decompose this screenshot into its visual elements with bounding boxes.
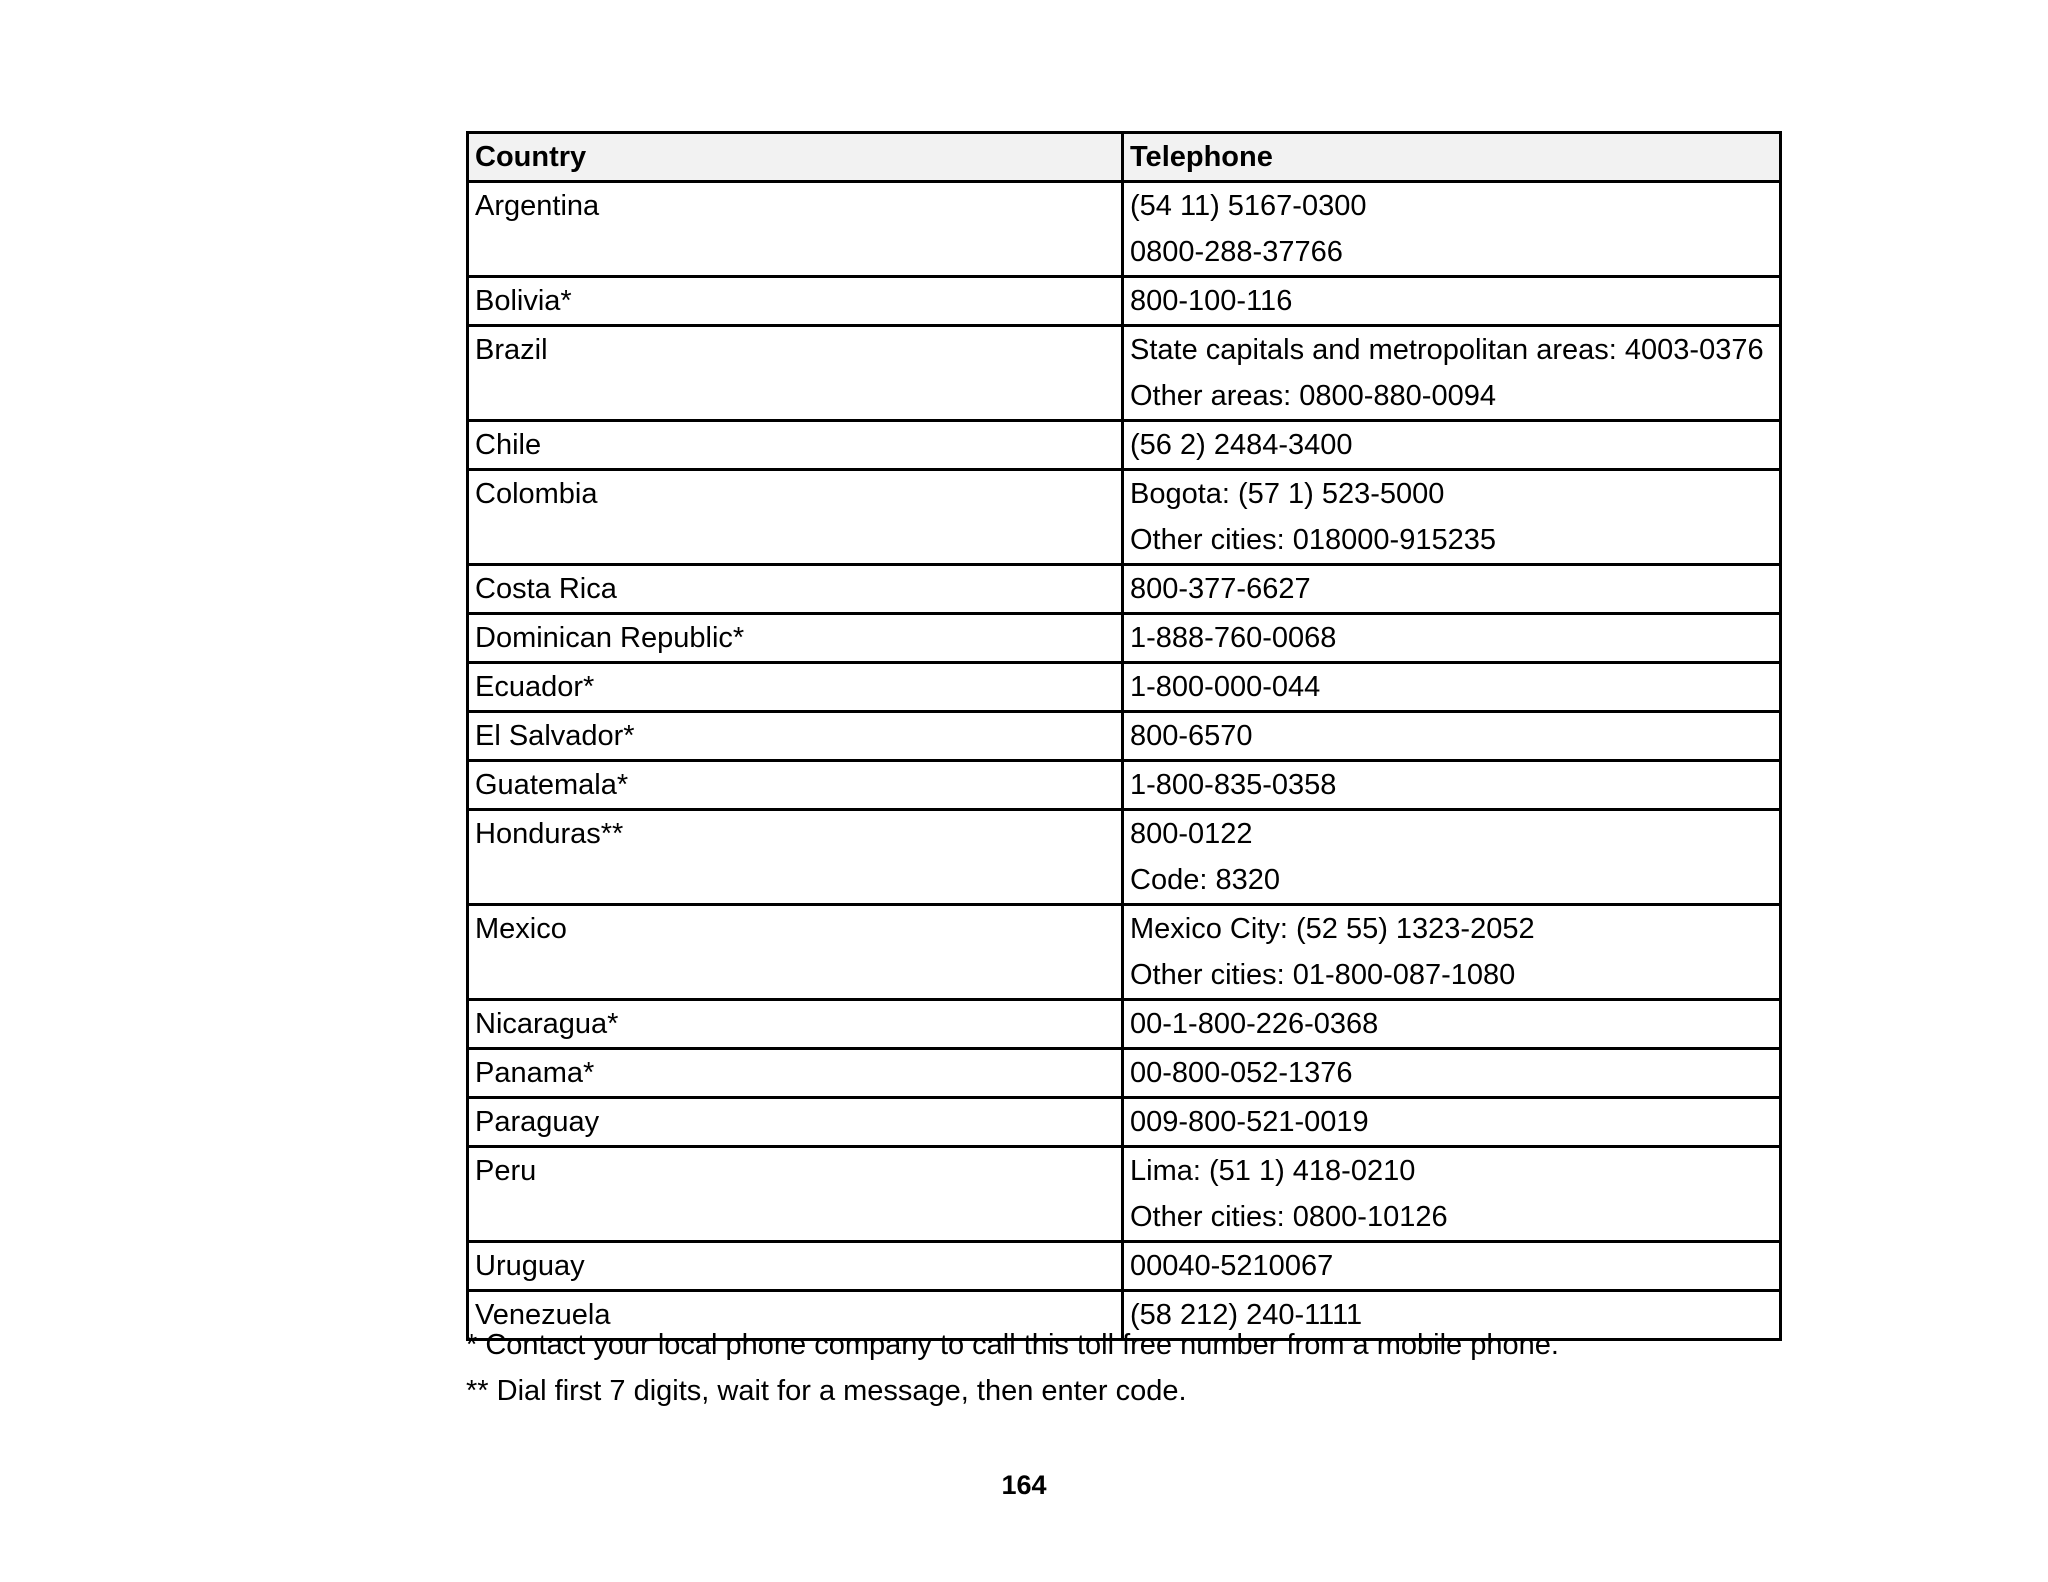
country-name: Argentina bbox=[475, 190, 600, 222]
table-row bbox=[468, 761, 1781, 810]
telephone-cell bbox=[1123, 565, 1781, 614]
table-body bbox=[468, 182, 1781, 1340]
table-row bbox=[468, 182, 1781, 277]
country-cell bbox=[468, 421, 1123, 470]
country-cell bbox=[468, 761, 1123, 810]
table-row bbox=[468, 565, 1781, 614]
table-row bbox=[468, 712, 1781, 761]
table-header-row bbox=[468, 133, 1781, 182]
country-name: El Salvador* bbox=[475, 720, 635, 752]
telephone-number: 1-800-000-044 bbox=[1130, 671, 1321, 703]
country-name: Chile bbox=[475, 429, 542, 461]
country-cell bbox=[468, 905, 1123, 1000]
telephone-number: 1-888-760-0068 bbox=[1130, 622, 1337, 654]
telephone-number: Lima: (51 1) 418-0210 bbox=[1130, 1155, 1416, 1187]
country-name: Panama* bbox=[475, 1057, 595, 1089]
country-cell bbox=[468, 810, 1123, 905]
telephone-number: Code: 8320 bbox=[1130, 864, 1280, 896]
table-row bbox=[468, 663, 1781, 712]
country-cell bbox=[468, 712, 1123, 761]
table-row bbox=[468, 810, 1781, 905]
table-row bbox=[468, 905, 1781, 1000]
telephone-number: 00-1-800-226-0368 bbox=[1130, 1008, 1379, 1040]
telephone-cell bbox=[1123, 326, 1781, 421]
table-row bbox=[468, 470, 1781, 565]
table-row bbox=[468, 1098, 1781, 1147]
telephone-number: 800-0122 bbox=[1130, 818, 1253, 850]
telephone-cell bbox=[1123, 182, 1781, 277]
table-row bbox=[468, 421, 1781, 470]
country-name: Mexico bbox=[475, 913, 567, 945]
telephone-number: Other cities: 01-800-087-1080 bbox=[1130, 959, 1516, 991]
telephone-cell bbox=[1123, 614, 1781, 663]
country-name: Costa Rica bbox=[475, 573, 617, 605]
country-cell bbox=[468, 1000, 1123, 1049]
country-name: Nicaragua* bbox=[475, 1008, 619, 1040]
telephone-number: (56 2) 2484-3400 bbox=[1130, 429, 1353, 461]
telephone-cell bbox=[1123, 1049, 1781, 1098]
column-header-country: Country bbox=[468, 133, 1123, 182]
telephone-cell bbox=[1123, 277, 1781, 326]
telephone-cell bbox=[1123, 663, 1781, 712]
country-cell bbox=[468, 565, 1123, 614]
table-row bbox=[468, 1147, 1781, 1242]
telephone-number: Mexico City: (52 55) 1323-2052 bbox=[1130, 913, 1535, 945]
telephone-cell bbox=[1123, 761, 1781, 810]
telephone-cell bbox=[1123, 1147, 1781, 1242]
country-cell bbox=[468, 1147, 1123, 1242]
country-name: Guatemala* bbox=[475, 769, 629, 801]
country-name: Uruguay bbox=[475, 1250, 585, 1282]
telephone-number: Other cities: 018000-915235 bbox=[1130, 524, 1496, 556]
telephone-number: State capitals and metropolitan areas: 4003-0376 bbox=[1130, 334, 1764, 366]
telephone-number: 00040-5210067 bbox=[1130, 1250, 1334, 1282]
table-row bbox=[468, 1049, 1781, 1098]
page-number: 164 bbox=[1001, 1470, 1047, 1500]
table-row bbox=[468, 1242, 1781, 1291]
country-cell bbox=[468, 1242, 1123, 1291]
country-cell bbox=[468, 470, 1123, 565]
footnotes bbox=[466, 1322, 1559, 1414]
country-cell bbox=[468, 614, 1123, 663]
telephone-number: 00-800-052-1376 bbox=[1130, 1057, 1353, 1089]
telephone-number: Bogota: (57 1) 523-5000 bbox=[1130, 478, 1445, 510]
country-cell bbox=[468, 1098, 1123, 1147]
country-name: Peru bbox=[475, 1155, 537, 1187]
telephone-number: Other cities: 0800-10126 bbox=[1130, 1201, 1448, 1233]
country-cell bbox=[468, 326, 1123, 421]
country-name: Colombia bbox=[475, 478, 598, 510]
telephone-number: 800-6570 bbox=[1130, 720, 1253, 752]
telephone-number: 0800-288-37766 bbox=[1130, 236, 1343, 268]
country-name: Honduras** bbox=[475, 818, 624, 850]
telephone-number: (54 11) 5167-0300 bbox=[1130, 190, 1367, 222]
table-row bbox=[468, 1000, 1781, 1049]
country-name: Brazil bbox=[475, 334, 548, 366]
telephone-number: 800-377-6627 bbox=[1130, 573, 1311, 605]
telephone-cell bbox=[1123, 1000, 1781, 1049]
column-header-telephone: Telephone bbox=[1123, 133, 1781, 182]
country-cell bbox=[468, 182, 1123, 277]
country-cell bbox=[468, 277, 1123, 326]
telephone-cell bbox=[1123, 1242, 1781, 1291]
table-row bbox=[468, 277, 1781, 326]
footnote-double-asterisk: ** Dial first 7 digits, wait for a message, then enter code. bbox=[466, 1375, 1187, 1407]
telephone-number: 009-800-521-0019 bbox=[1130, 1106, 1369, 1138]
table-row bbox=[468, 614, 1781, 663]
telephone-number: 800-100-116 bbox=[1130, 285, 1293, 317]
telephone-cell bbox=[1123, 712, 1781, 761]
footnote-single-asterisk: * Contact your local phone company to call this toll free number from a mobile phone. bbox=[466, 1329, 1559, 1361]
country-name: Venezuela bbox=[475, 1299, 611, 1331]
telephone-number: 1-800-835-0358 bbox=[1130, 769, 1337, 801]
telephone-cell bbox=[1123, 470, 1781, 565]
table-row bbox=[468, 326, 1781, 421]
telephone-cell bbox=[1123, 905, 1781, 1000]
country-cell bbox=[468, 1049, 1123, 1098]
telephone-cell bbox=[1123, 810, 1781, 905]
country-cell bbox=[468, 663, 1123, 712]
telephone-number: Other areas: 0800-880-0094 bbox=[1130, 380, 1496, 412]
contact-table bbox=[466, 131, 1782, 1341]
country-name: Dominican Republic* bbox=[475, 622, 745, 654]
country-name: Bolivia* bbox=[475, 285, 572, 317]
country-name: Paraguay bbox=[475, 1106, 600, 1138]
telephone-cell bbox=[1123, 1098, 1781, 1147]
telephone-cell bbox=[1123, 421, 1781, 470]
telephone-number: (58 212) 240-1111 bbox=[1130, 1299, 1363, 1331]
country-name: Ecuador* bbox=[475, 671, 595, 703]
